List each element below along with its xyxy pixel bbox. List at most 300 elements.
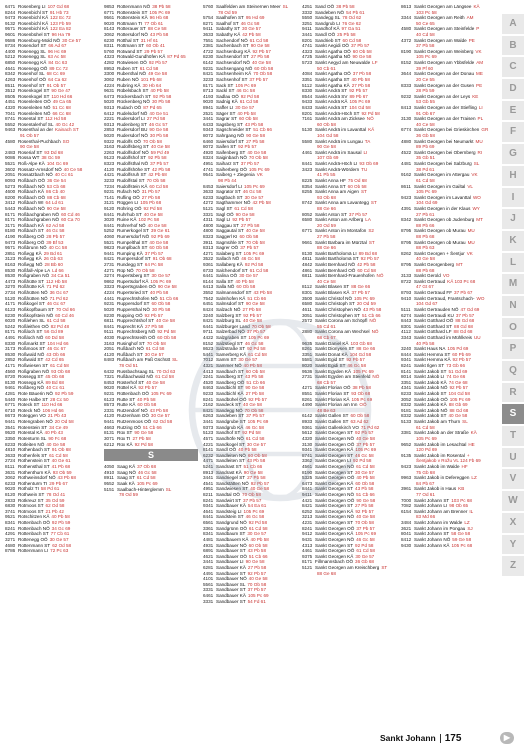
postal-code: 9111 [104,329,114,335]
alphabet-tab-v[interactable]: V [502,469,524,489]
place-name: Rotholz TI [18,486,39,492]
map-reference: NÖ [371,329,379,335]
postal-code: 2051 [5,172,16,178]
map-reference: 25 Pb 58 [337,32,356,38]
map-reference: 89 Cc 72 [49,65,68,71]
alphabet-tab-e[interactable]: E [502,101,524,121]
postal-code: 5754 [203,15,214,21]
place-name: Sandrast KÄ [216,469,242,475]
map-reference: AM [476,60,484,66]
alphabet-tab-n[interactable]: N [502,296,524,316]
map-reference: 63 Ad 62 [350,419,369,425]
place-name: Sagschneider ST [216,127,252,133]
map-reference: 90 Ge 58 [157,284,177,290]
map-reference: 42 Pb 58 [252,200,271,206]
place-name: Sankt Andrä-Wördern [315,166,360,172]
map-reference: 46 Gc 67 [47,346,66,352]
map-reference: 68 Cc 69 [46,71,65,77]
postal-code: 8453 [104,379,115,385]
postal-code: 4641 [203,508,214,514]
place-name: Ruprecht KÄ [117,323,144,329]
place-name: Roßhütte ST [18,278,45,284]
place-name: Rutzing OÖ [117,424,141,430]
postal-code: 4741 [203,166,214,172]
postal-code: 9635 [302,340,313,346]
index-column [203,4,301,726]
place-name: Rottenbach OÖ [18,520,50,526]
postal-code: 7542 [203,295,214,301]
place-name: Sankt Egyden KÄ [315,368,352,374]
place-name: Sankt Blasen ST [315,284,350,290]
place-name: Rothensthal ST [18,463,50,469]
postal-code: 6451 [203,301,214,307]
postal-code: 6460 [203,138,214,144]
map-reference: 60 Ob 41 [146,43,165,49]
alphabet-tab-z[interactable]: Z [502,556,524,576]
map-reference: 61 Cd 58 [248,525,268,531]
alphabet-tab-d[interactable]: D [502,79,524,99]
map-reference: 40 Ge 58 [147,222,167,228]
map-reference: TA [364,138,371,144]
postal-code: 9711 [203,329,213,335]
place-name: Rosenbichl KÄ [18,26,49,32]
place-name: Sankt Gotthard ST [414,323,453,329]
place-name: Sankt Jakob an der Straße [414,430,469,436]
place-name: Rudelsdorf NÖ [117,110,148,116]
place-name: Sankt Georgen bei Neumarkt [414,138,474,144]
postal-code: 8200 [5,194,16,200]
map-reference: 93 Ob 68 [317,194,336,200]
map-reference: 46 Gc 58 [137,469,157,475]
place-name: Ruppersdorf ST [117,301,150,307]
place-name: Sankt Jakob LI [414,374,445,380]
place-name: Sankt Bartholomä ST [315,256,359,262]
place-name: Sankt Georgen ST [315,486,354,492]
place-name: Rosenkogel ST [18,88,50,94]
place-name: Rottenmann ST [18,542,51,548]
postal-code: 6710 [5,407,16,413]
map-reference: MU [475,138,483,144]
postal-code: 4663 [104,424,115,430]
map-reference: 61 Cd 58 [145,346,165,352]
map-reference: 43 Pb 58 [355,486,374,492]
place-name: Salmannsdorf ST [216,290,252,296]
map-reference: 92 Pd 58 [157,329,176,335]
place-name: Sankt Jakob ST [414,391,447,397]
map-reference: 105 Pc 69 [416,435,437,441]
postal-code: 2731 [302,374,313,380]
map-reference: 88 Pb 68 [416,233,435,239]
place-name: Rudersdorf NÖ [117,133,148,139]
postal-code: 9231 [203,65,214,71]
postal-code: 9123 [104,155,115,161]
map-reference: 61 Cd 58 [234,205,253,211]
postal-code: 2221 [104,116,115,122]
place-name: Sankt Dionysen ST [315,346,355,352]
alphabet-tab-s[interactable]: S [502,404,524,424]
place-name: Saag NÖ [117,469,136,475]
map-reference: Kainach ST [55,127,79,133]
postal-code: 6461 [203,592,214,598]
map-reference: 70 Ob 58 [242,492,261,498]
alphabet-tab-l[interactable]: L [502,253,524,273]
postal-code: 6263 [203,413,214,419]
postal-code: 8301 [401,323,412,329]
map-reference: 92 Pd 58 [240,93,260,99]
place-name: Sankt Jakob ST [414,368,447,374]
index-entry [401,543,499,549]
place-name: Rottenmann NÖ [117,4,151,9]
map-reference: 27 Pb 58 [132,435,151,441]
alphabet-tab-i[interactable]: I [502,188,524,208]
place-name: Roßgraben NÖ [18,273,50,279]
place-name: Roßhütten NÖ [18,290,48,296]
place-name: Roßloch NÖ [18,334,44,340]
map-reference: 90 Ge 58 [149,127,169,133]
map-reference: MT [476,217,483,223]
place-name: Rossegg KÄ [18,379,44,385]
alphabet-tab-p[interactable]: P [502,339,524,359]
map-reference: 78 Od 51 [119,363,138,368]
place-name: Rottenmann LI [18,548,49,554]
postal-code: 3361 [203,525,214,531]
alphabet-tab-b[interactable]: B [502,36,524,56]
postal-code: 6774 [401,127,412,133]
map-reference: 70 Ob 58 [251,323,271,329]
place-name: Sadlau OÖ [216,93,239,99]
map-reference: 38 Pd 61 [416,166,435,172]
postal-code: 4451 [5,99,16,105]
map-reference: SJ [467,525,473,531]
map-reference: 104 Gd 58 [448,391,470,397]
map-reference: 63 Ac 58 [47,54,66,60]
place-name: Sankt Johann KÄ [414,542,450,548]
map-reference: 89 Pb 69 [416,144,435,150]
map-reference: 92 Pd 58 [248,520,268,526]
postal-code: 5151 [104,486,115,492]
postal-code: 9132 [5,20,16,26]
map-reference: 31 Pb 57 [141,189,161,195]
map-reference: S2 [368,228,374,234]
map-reference: 40 Ge 58 [247,149,267,155]
postal-code: 9536 [302,368,313,374]
place-name: Sankt Georgen an der Stiefling [414,104,477,110]
postal-code: 8233 [5,441,16,447]
alphabet-tab-r[interactable]: R [502,383,524,403]
map-reference: 105 Pc 69 [349,99,371,105]
postal-code: 2051 [104,346,115,352]
alphabet-tab-m[interactable]: M [502,274,524,294]
postal-code: 8201 [302,37,313,43]
postal-code: 9461 [5,385,16,391]
map-reference: 92 Pb 69 [151,233,170,239]
postal-code: 9361 [302,424,313,430]
postal-code: 3331 [203,598,214,604]
postal-code: 7234 [104,183,115,189]
map-reference: 38 Pb 58 [352,385,371,391]
map-reference: 104 Gd 69 [416,200,438,206]
place-name: Sankt Egyden am Steinfeld [315,374,371,380]
map-reference: 96 Hb 68 [149,15,169,21]
place-name: Ruprechtshofen NÖ [117,295,158,301]
map-reference: 90 Ge 58 [246,133,265,139]
place-name: Rumping KÄ [117,250,143,256]
map-reference: 37 Pb 57 [240,161,260,167]
place-name: Sankt Gertraud FF [414,290,453,296]
postal-code: 9430 [401,542,412,548]
map-reference: 91 Ob 68 [152,256,172,262]
postal-code: 9963 [401,475,412,481]
postal-code: 9020 [104,385,115,391]
place-name: Sankt Gerold [414,273,441,279]
postal-code: 8230 [104,312,115,318]
map-reference: 105 Pc 69 [354,295,375,301]
place-name: Sankt Bernhard NÖ [315,262,356,268]
place-name: Sack ST [216,82,234,88]
postal-code: 3911 [203,239,213,245]
postal-code: 3241 [203,374,214,380]
alphabet-tab-t[interactable]: T [502,426,524,446]
alphabet-tab-o[interactable]: O [502,318,524,338]
postal-code: 6830 [5,503,16,509]
alphabet-tab-q[interactable]: Q [502,361,524,381]
place-name: Rottenegg OÖ [18,536,48,542]
place-name: Sankt Johann im Walde [414,520,463,526]
map-reference: 60 Ob 58 [254,65,274,71]
postal-code: 9661 [302,239,313,245]
alphabet-tab-u[interactable]: U [502,448,524,468]
map-reference: TU [361,166,368,172]
map-reference: 95 Hd 69 [245,15,265,21]
map-reference: 92 Pd 58 [353,458,372,464]
map-reference: 105 Pc 69 [416,54,437,60]
place-name: Sankt Georgen NÖ [315,435,355,441]
map-reference: 37 Pb 57 [240,245,259,251]
map-reference: 68 Cb 67 [317,334,336,340]
alphabet-tab-j[interactable]: J [502,209,524,229]
alphabet-tab-h[interactable]: H [502,166,524,186]
place-name: Sankt Georgen NÖ [315,463,355,469]
postal-code: 3343 [401,334,412,340]
postal-code: 4741 [302,43,313,49]
postal-code: 9020 [104,20,115,26]
place-name: Rudersdorf LI [117,116,145,122]
place-name: Sankt Georgen NÖ [315,492,355,498]
place-name: Rüggen LI [117,200,139,206]
postal-code: 3522 [203,256,214,262]
postal-code: 6123 [5,306,16,312]
postal-code: 7321 [104,374,115,380]
postal-code: 9561 [104,15,115,21]
place-name: Saalbach-Hinterglemm [117,486,164,492]
map-reference: 37 Pb 57 [249,76,268,82]
postal-code: 3484 [401,520,412,526]
map-reference: AM [466,15,474,21]
postal-code: 4910 [104,469,115,475]
postal-code: 8313 [203,245,214,251]
place-name: Sankt Hemma ST [414,351,451,357]
place-name: Sankt Florian am Inn [315,402,358,408]
postal-code: 8453 [203,183,214,189]
postal-code: 3351 [401,379,412,385]
map-reference: 49 Ca 65 [52,99,72,105]
map-reference: 40 Ge 58 [143,211,163,217]
map-reference: 90 Ge 58 [352,54,372,60]
postal-code: 9231 [104,189,115,195]
place-name: Rudolfsthal NÖ [117,161,149,167]
postal-code: 6441 [203,323,214,329]
place-name: Saifen ST [216,144,237,150]
postal-code: 9313 [104,104,115,110]
postal-code: 8171 [5,329,16,335]
place-name: Salzerbad NÖ [216,329,245,335]
place-name: Sandegg SL [315,15,341,21]
place-name: Sandstein ST [216,514,244,520]
postal-code: 9473 [5,239,16,245]
place-name: Rundegg ST [117,262,143,268]
postal-code: 8613 [401,4,412,9]
map-reference: 40 Cc 61 [54,172,74,178]
postal-code: 8741 [5,116,16,122]
map-reference: 60 Cd 58 [342,37,362,43]
place-name: Ruhrhub ST [117,211,142,217]
place-name: Salla ST [216,278,234,284]
map-reference: 102 Pc 58 [138,217,160,223]
alphabet-tab-a[interactable]: A [502,14,524,34]
alphabet-tab-f[interactable]: F [502,122,524,142]
place-name: Sankt Andrä ST [315,88,348,94]
place-name: Sankt Georgen OÖ [315,475,355,481]
place-name: Sandbichl ST [216,385,244,391]
place-name: Sankt Andrä SV [315,93,348,99]
place-name: Sandbauer KÄ [216,564,246,570]
footer-separator [440,734,441,743]
place-name: Sankt Gallen ST [315,419,349,425]
index-column [302,4,400,726]
map-reference: 43 Pb 68 [57,475,76,481]
map-reference: 48 Be 63 [317,407,336,413]
postal-code: 7141 [104,194,115,200]
map-reference: 35 Od 59 [45,497,65,503]
place-name: Sankt Jakob NÖ [414,407,448,413]
place-name: Roß-Alpe KÄ [18,161,45,167]
postal-code: 9341 [401,357,412,363]
map-reference: 36 Gb 58 [416,133,435,139]
postal-code: 8323 [104,161,115,167]
postal-code: 5121 [302,564,313,570]
map-reference: 105 Pc 69 [353,368,374,374]
map-reference: 107 Gb 69 [317,155,339,161]
postal-code: 8573 [104,402,115,408]
map-reference: 78 Od 59 [218,9,237,15]
map-reference: 40 Pb 58 [51,514,70,520]
postal-code: 5550 [302,15,313,21]
map-reference: 104 Gd 58 [317,133,339,139]
postal-code: 3071 [104,435,115,441]
postal-code: 8261 [302,396,313,402]
place-name: Salmhofen KÄ [216,295,246,301]
postal-code: 5273 [5,183,16,189]
map-reference: 50 Cb 61 [317,65,336,71]
postal-code: 8014 [401,374,412,380]
map-reference: 42 Pb 58 [151,166,171,172]
place-name: Saggau ST [216,222,239,228]
map-reference: 42 Pb 58 [242,32,261,38]
alphabet-tab-g[interactable]: G [502,144,524,164]
place-name: Rote Bäuerin NÖ [18,391,53,397]
map-reference: 84 Gc 63 [48,60,68,66]
place-name: Rosenkogel ST [18,93,50,99]
place-name: Roßegg KÄ [18,250,42,256]
map-reference: HF [461,463,468,469]
map-reference: 51 Cb 66 [248,553,268,559]
map-reference: 110 Hd 66 [41,402,63,408]
postal-code: 8171 [302,559,313,565]
postal-code: 8793 [401,290,412,296]
place-name: Sandbach ST [216,368,244,374]
place-name: Sankt Georgen an der Donau [414,71,475,77]
map-reference: 40 Ge 58 [146,379,165,385]
postal-code: 3741 [5,508,16,514]
place-name: Sankt Agatha OÖ [315,71,351,77]
place-name: Rudolfshof ST [117,155,147,161]
postal-code: 8734 [5,43,16,49]
place-name: Sankt Barbara im Mürztal [315,239,367,245]
map-reference: 96 Ha 79 [51,32,71,38]
postal-code: 8441 [104,211,115,217]
map-reference: SL [462,419,468,425]
map-reference: 46 Gc 67 [46,301,66,307]
alphabet-tab-y[interactable]: Y [502,535,524,555]
index-entry [203,599,301,605]
map-reference: 43 Pb 58 [247,548,267,554]
alphabet-tab-w[interactable]: W [502,491,524,511]
place-name: Sankt Georgen am Ybbsfelde [414,60,475,66]
place-name: Rottmann TI [117,20,143,26]
postal-code: 6580 [302,301,313,307]
place-name: Sandbauer NÖ [216,542,247,548]
map-reference: 40 Cc 61 [46,385,65,391]
map-reference: 90 Ge 58 [20,144,39,150]
place-name: Sadnig KÄ [216,99,238,105]
place-name: Roßleithen OÖ [18,323,49,329]
map-reference: 62 Od 58 [52,542,72,548]
postal-code: 9373 [203,424,214,430]
map-reference: 58 Pd 61 [40,486,60,492]
postal-code: 6232 [203,452,214,458]
map-reference: 105 Pb 68 [140,200,162,206]
place-name: Rosenhof SL [18,71,45,77]
postal-code: 9601 [5,32,16,38]
alphabet-tab-x[interactable]: X [502,513,524,533]
map-reference: KÄ [470,430,477,436]
map-reference: 92 Pb 57 [252,48,271,54]
map-reference: 90 Ge 58 [46,205,66,211]
next-page-icon[interactable]: ▶ [500,732,514,744]
map-reference: 105 Pc 69 [136,480,158,486]
map-reference: KB [458,486,465,492]
alphabet-tab-k[interactable]: K [502,231,524,251]
map-reference: 37 Pb 57 [243,497,262,503]
map-reference: 27 Pb 61 [416,211,435,217]
place-name: Sankt Haus NA [414,346,446,352]
place-name: Sandgrub KÄ [216,424,244,430]
postal-code: 8041 [401,531,412,537]
place-name: Sandhof KÄ [315,26,340,32]
postal-code: 8795 [401,228,412,234]
place-name: Rossatz-Arnsdorf NÖ [18,166,62,172]
alphabet-tab-c[interactable]: C [502,57,524,77]
